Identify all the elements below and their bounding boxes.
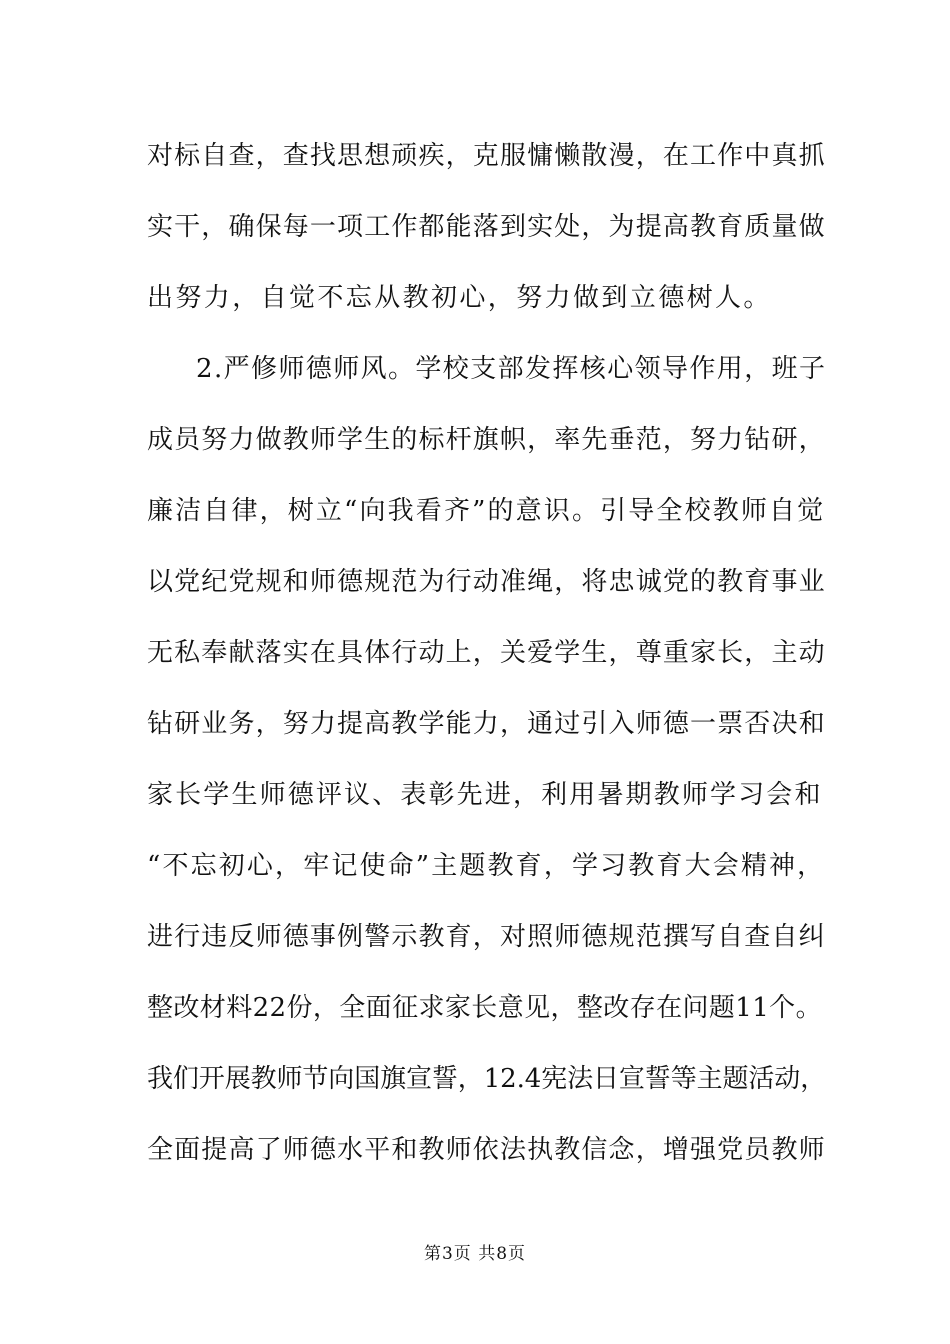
body-text-line: 实干，确保每一项工作都能落到实处，为提高教育质量做 (147, 212, 826, 242)
body-text-line: 整改材料22份，全面征求家长意见，整改存在问题11个。 (147, 993, 822, 1023)
body-text-line: 全面提高了师德水平和教师依法执教信念，增强党员教师 (147, 1135, 826, 1165)
body-text-line: 廉洁自律，树立“向我看齐”的意识。引导全校教师自觉 (147, 496, 826, 526)
body-text-line: 钻研业务，努力提高教学能力，通过引入师德一票否决和 (147, 709, 826, 739)
body-text-line: 进行违反师德事例警示教育，对照师德规范撰写自查自纠 (147, 922, 826, 952)
paragraph-start-line: 2.严修师德师风。学校支部发挥核心领导作用，班子 (196, 354, 827, 384)
body-text-line: 我们开展教师节向国旗宣誓，12.4宪法日宣誓等主题活动， (147, 1064, 827, 1094)
body-text-line: 出努力，自觉不忘从教初心，努力做到立德树人。 (147, 283, 772, 313)
page-number-footer: 第3页 共8页 (423, 1244, 527, 1264)
body-text-line: 无私奉献落实在具体行动上，关爱学生，尊重家长，主动 (147, 638, 826, 668)
body-text-line: 家长学生师德评议、表彰先进，利用暑期教师学习会和 (147, 780, 823, 810)
body-text-line: “不忘初心，牢记使命”主题教育，学习教育大会精神， (147, 851, 826, 881)
body-text-line: 成员努力做教师学生的标杆旗帜，率先垂范，努力钻研， (147, 425, 826, 455)
body-text-line: 对标自查，查找思想顽疾，克服慵懒散漫，在工作中真抓 (147, 141, 826, 171)
body-text-line: 以党纪党规和师德规范为行动准绳，将忠诚党的教育事业 (147, 567, 826, 597)
